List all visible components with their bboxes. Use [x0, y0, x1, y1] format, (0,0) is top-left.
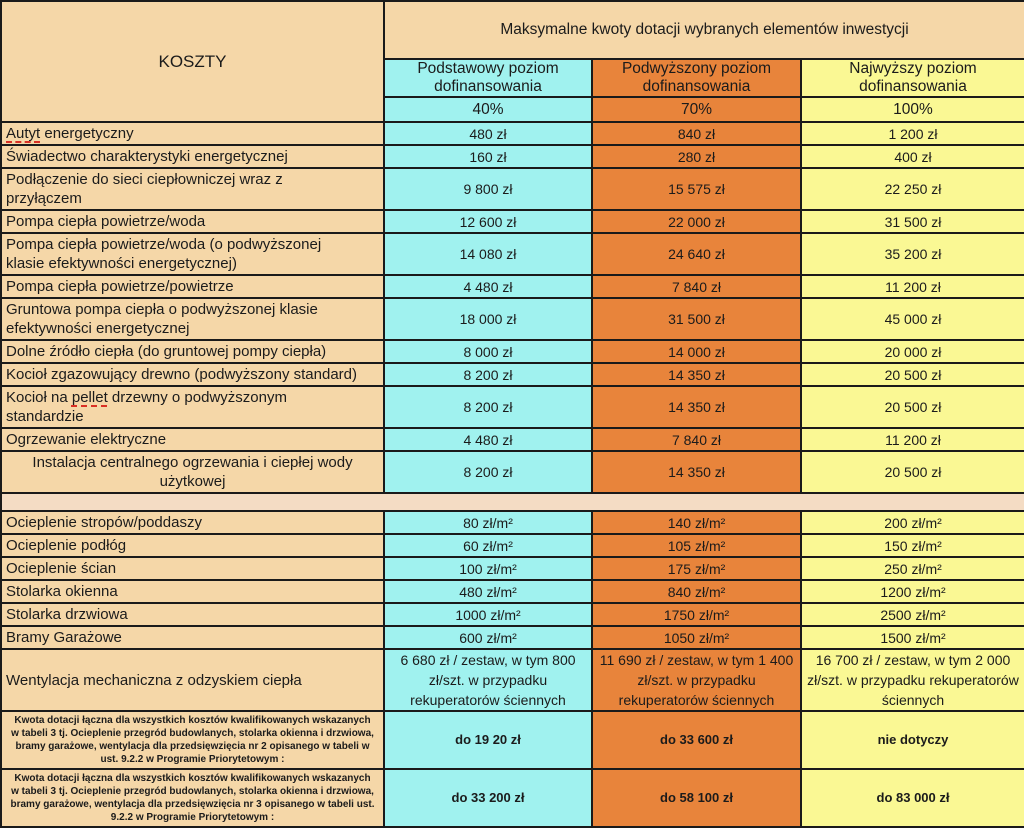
separator-cell — [1, 493, 1024, 511]
subsidy-value: 1750 zł/m² — [592, 603, 801, 626]
subsidy-value: 150 zł/m² — [801, 534, 1024, 557]
cost-label: Ocieplenie stropów/poddaszy — [1, 511, 384, 534]
subsidy-value: 22 250 zł — [801, 168, 1024, 210]
misspelled-word: pellet — [71, 389, 108, 406]
subsidy-value: 22 000 zł — [592, 210, 801, 233]
subsidy-value: 11 200 zł — [801, 428, 1024, 451]
subsidy-value: 14 350 zł — [592, 363, 801, 386]
table-row — [1, 363, 1024, 386]
subsidy-value: 7 840 zł — [592, 428, 801, 451]
subsidy-value: 4 480 zł — [384, 428, 592, 451]
table-row — [1, 580, 1024, 603]
table-row — [1, 168, 1024, 210]
column-header-basic-level: Podstawowy poziom dofinansowania — [384, 59, 592, 97]
percent-basic: 40% — [384, 97, 592, 122]
cost-label: Ogrzewanie elektryczne — [1, 428, 384, 451]
cost-label: Bramy Garażowe — [1, 626, 384, 649]
summary-row — [1, 711, 1024, 769]
subsidy-value: do 33 600 zł — [592, 711, 801, 769]
cost-label: Kwota dotacji łączna dla wszystkich kosztów kwalifikowanych wskazanych w tabeli 3 tj. Ocieplenie przegród budowlanych, stolarka okienna i drzwiowa, bramy garażowe, wentylacja dla przedsięwzięcia nr 2 opisanego w tabeli w ust. 9.2.2 w Programie Priorytetowym : — [1, 711, 384, 769]
table-body — [1, 122, 1024, 827]
main-header: Maksymalne kwoty dotacji wybranych elementów inwestycji — [384, 1, 1024, 59]
subsidy-value: 7 840 zł — [592, 275, 801, 298]
table-row — [1, 233, 1024, 275]
subsidy-value: 200 zł/m² — [801, 511, 1024, 534]
subsidy-value: 4 480 zł — [384, 275, 592, 298]
subsidy-value: 60 zł/m² — [384, 534, 592, 557]
column-header-highest-level: Najwyższy poziom dofinansowania — [801, 59, 1024, 97]
subsidy-value: 31 500 zł — [592, 298, 801, 340]
cost-label: Kocioł zgazowujący drewno (podwyższony standard) — [1, 363, 384, 386]
subsidy-value: 14 350 zł — [592, 386, 801, 428]
subsidy-value: 105 zł/m² — [592, 534, 801, 557]
table-row — [1, 534, 1024, 557]
subsidy-value: 100 zł/m² — [384, 557, 592, 580]
column-header-elevated-level: Podwyższony poziom dofinansowania — [592, 59, 801, 97]
table-row — [1, 428, 1024, 451]
subsidy-value: 14 000 zł — [592, 340, 801, 363]
subsidy-value: 1000 zł/m² — [384, 603, 592, 626]
subsidy-value: do 58 100 zł — [592, 769, 801, 827]
subsidy-value: 600 zł/m² — [384, 626, 592, 649]
subsidy-value: 45 000 zł — [801, 298, 1024, 340]
cost-label: Ocieplenie podłóg — [1, 534, 384, 557]
cost-label: Gruntowa pompa ciepła o podwyższonej klasie efektywności energetycznej — [1, 298, 384, 340]
table-row — [1, 145, 1024, 168]
subsidy-value: 1050 zł/m² — [592, 626, 801, 649]
subsidy-value: 480 zł/m² — [384, 580, 592, 603]
table-row — [1, 122, 1024, 145]
subsidy-value: 31 500 zł — [801, 210, 1024, 233]
subsidy-value: 8 200 zł — [384, 363, 592, 386]
subsidy-value: 1 200 zł — [801, 122, 1024, 145]
cost-label: Wentylacja mechaniczna z odzyskiem ciepła — [1, 649, 384, 711]
table-row — [1, 557, 1024, 580]
subsidy-value: 250 zł/m² — [801, 557, 1024, 580]
subsidy-value: 8 200 zł — [384, 451, 592, 493]
subsidy-value: 480 zł — [384, 122, 592, 145]
subsidy-value: 80 zł/m² — [384, 511, 592, 534]
subsidy-value: 840 zł/m² — [592, 580, 801, 603]
percent-highest: 100% — [801, 97, 1024, 122]
summary-row — [1, 769, 1024, 827]
cost-label: Pompa ciepła powietrze/woda — [1, 210, 384, 233]
subsidy-value: 400 zł — [801, 145, 1024, 168]
subsidy-value: 11 200 zł — [801, 275, 1024, 298]
subsidy-value: 280 zł — [592, 145, 801, 168]
cost-label: Ocieplenie ścian — [1, 557, 384, 580]
subsidy-value: do 33 200 zł — [384, 769, 592, 827]
subsidy-value: 11 690 zł / zestaw, w tym 1 400 zł/szt. w przypadku rekuperatorów ściennych — [592, 649, 801, 711]
subsidy-value: 20 000 zł — [801, 340, 1024, 363]
corner-header-koszty: KOSZTY — [1, 1, 384, 122]
subsidy-value: do 83 000 zł — [801, 769, 1024, 827]
subsidy-value: 175 zł/m² — [592, 557, 801, 580]
subsidy-value: 6 680 zł / zestaw, w tym 800 zł/szt. w przypadku rekuperatorów ściennych — [384, 649, 592, 711]
subsidy-value: 8 000 zł — [384, 340, 592, 363]
subsidy-value: 24 640 zł — [592, 233, 801, 275]
subsidy-value: 9 800 zł — [384, 168, 592, 210]
subsidy-value: 20 500 zł — [801, 451, 1024, 493]
subsidy-value: 8 200 zł — [384, 386, 592, 428]
table-row — [1, 603, 1024, 626]
subsidy-value: 1500 zł/m² — [801, 626, 1024, 649]
subsidy-value: 14 080 zł — [384, 233, 592, 275]
subsidy-value: 15 575 zł — [592, 168, 801, 210]
subsidy-value: 18 000 zł — [384, 298, 592, 340]
subsidy-value: 20 500 zł — [801, 386, 1024, 428]
table-row — [1, 275, 1024, 298]
subsidy-value: 16 700 zł / zestaw, w tym 2 000 zł/szt. w przypadku rekuperatorów ściennych — [801, 649, 1024, 711]
table-row — [1, 451, 1024, 493]
subsidy-value: nie dotyczy — [801, 711, 1024, 769]
subsidy-value: 140 zł/m² — [592, 511, 801, 534]
cost-label: Stolarka okienna — [1, 580, 384, 603]
subsidy-value: 20 500 zł — [801, 363, 1024, 386]
cost-label: Pompa ciepła powietrze/woda (o podwyższonej klasie efektywności energetycznej) — [1, 233, 384, 275]
cost-label: Kwota dotacji łączna dla wszystkich kosztów kwalifikowanych wskazanych w tabeli 3 tj. Ocieplenie przegród budowlanych, stolarka okienna i drzwiowa, bramy garażowe, wentylacja dla przedsięwzięcia nr 3 opisanego w tabeli ust. 9.2.2 w Programie Priorytetowym : — [1, 769, 384, 827]
table-row — [1, 649, 1024, 711]
subsidy-value: 840 zł — [592, 122, 801, 145]
percent-elevated: 70% — [592, 97, 801, 122]
subsidy-value: 1200 zł/m² — [801, 580, 1024, 603]
table-row — [1, 386, 1024, 428]
cost-label: Świadectwo charakterystyki energetycznej — [1, 145, 384, 168]
cost-label: Podłączenie do sieci ciepłowniczej wraz z przyłączem — [1, 168, 384, 210]
table-row — [1, 210, 1024, 233]
table-header — [1, 1, 1024, 122]
subsidy-value: 12 600 zł — [384, 210, 592, 233]
misspelled-word: Autyt — [6, 125, 41, 142]
cost-label: Pompa ciepła powietrze/powietrze — [1, 275, 384, 298]
cost-label: Stolarka drzwiowa — [1, 603, 384, 626]
header-row-title — [1, 1, 1024, 59]
subsidy-value: 14 350 zł — [592, 451, 801, 493]
table-row — [1, 511, 1024, 534]
separator-row — [1, 493, 1024, 511]
cost-label: Instalacja centralnego ogrzewania i ciepłej wody użytkowej — [1, 451, 384, 493]
subsidy-value: do 19 20 zł — [384, 711, 592, 769]
cost-label: Kocioł na pellet drzewny o podwyższonym standardzie — [1, 386, 384, 428]
subsidy-value: 35 200 zł — [801, 233, 1024, 275]
table-row — [1, 340, 1024, 363]
table-row — [1, 298, 1024, 340]
cost-label: Dolne źródło ciepła (do gruntowej pompy ciepła) — [1, 340, 384, 363]
subsidy-value: 160 zł — [384, 145, 592, 168]
table-row — [1, 626, 1024, 649]
cost-label: Autyt energetyczny — [1, 122, 384, 145]
subsidy-value: 2500 zł/m² — [801, 603, 1024, 626]
